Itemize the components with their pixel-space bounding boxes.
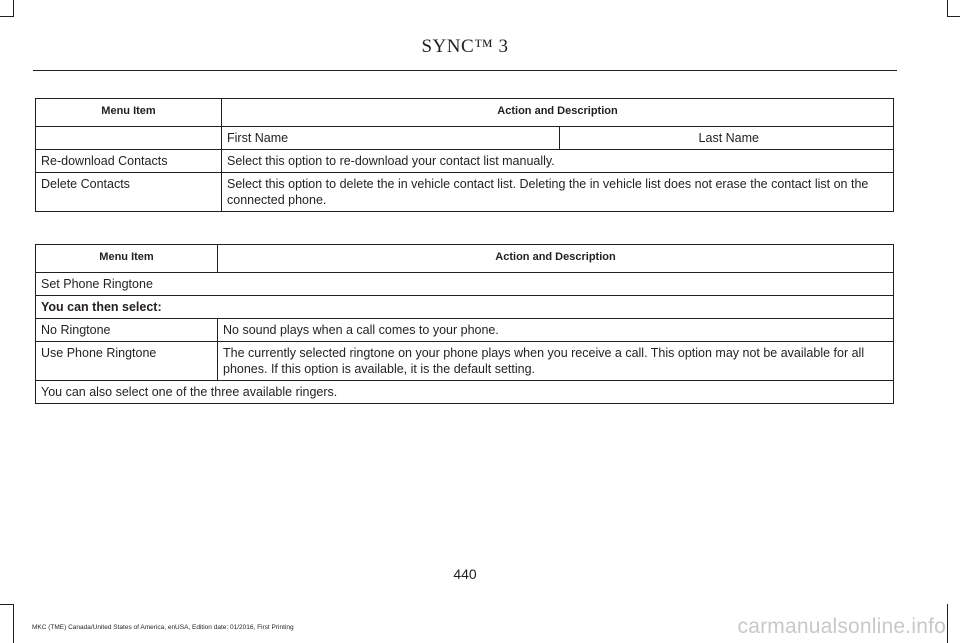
empty-cell — [36, 127, 222, 150]
first-name-cell: First Name — [222, 127, 560, 150]
table-row — [36, 319, 894, 342]
table-row — [36, 296, 894, 319]
description-cell: Select this option to delete the in vehicle contact list. Deleting the in vehicle list does not erase the contact list on the connected phone. — [222, 173, 894, 212]
full-width-cell: You can then select: — [36, 296, 894, 319]
last-name-cell: Last Name — [560, 127, 894, 150]
description-cell: No sound plays when a call comes to your phone. — [218, 319, 894, 342]
table-row — [36, 273, 894, 296]
menu-item-cell: Re-download Contacts — [36, 150, 222, 173]
crop-mark-top-right-h — [947, 16, 960, 17]
crop-mark-bottom-right-v — [947, 604, 948, 643]
action-header: Action and Description — [218, 245, 894, 273]
crop-mark-top-left-h — [0, 16, 14, 17]
action-header: Action and Description — [222, 99, 894, 127]
menu-item-cell: No Ringtone — [36, 319, 218, 342]
description-cell: The currently selected ringtone on your phone plays when you receive a call. This option may not be available for all phones. If this option is available, it is the default setting. — [218, 342, 894, 381]
table-row — [36, 150, 894, 173]
contacts-menu-table — [35, 98, 894, 212]
crop-mark-top-right-v — [947, 0, 948, 16]
table-header-row — [36, 245, 894, 273]
page-title: SYNC™ 3 — [421, 36, 509, 57]
table-row — [36, 173, 894, 212]
crop-mark-top-left-v — [13, 0, 14, 16]
menu-item-cell: Delete Contacts — [36, 173, 222, 212]
crop-mark-bottom-left-h — [0, 604, 14, 605]
ringtone-menu-table — [35, 244, 894, 404]
table-row — [36, 127, 894, 150]
header-rule — [33, 70, 897, 71]
menu-item-header: Menu Item — [36, 245, 218, 273]
page-number: 440 — [453, 566, 477, 582]
table-header-row — [36, 99, 894, 127]
table-row — [36, 381, 894, 404]
table-row — [36, 342, 894, 381]
description-cell: Select this option to re-download your contact list manually. — [222, 150, 894, 173]
watermark: carmanualsonline.info — [737, 615, 946, 638]
edition-footer: MKC (TME) Canada/United States of America, enUSA, Edition date: 01/2016, First Printing — [32, 624, 294, 631]
full-width-cell: Set Phone Ringtone — [36, 273, 894, 296]
full-width-cell: You can also select one of the three available ringers. — [36, 381, 894, 404]
menu-item-cell: Use Phone Ringtone — [36, 342, 218, 381]
crop-mark-bottom-left-v — [13, 604, 14, 643]
menu-item-header: Menu Item — [36, 99, 222, 127]
